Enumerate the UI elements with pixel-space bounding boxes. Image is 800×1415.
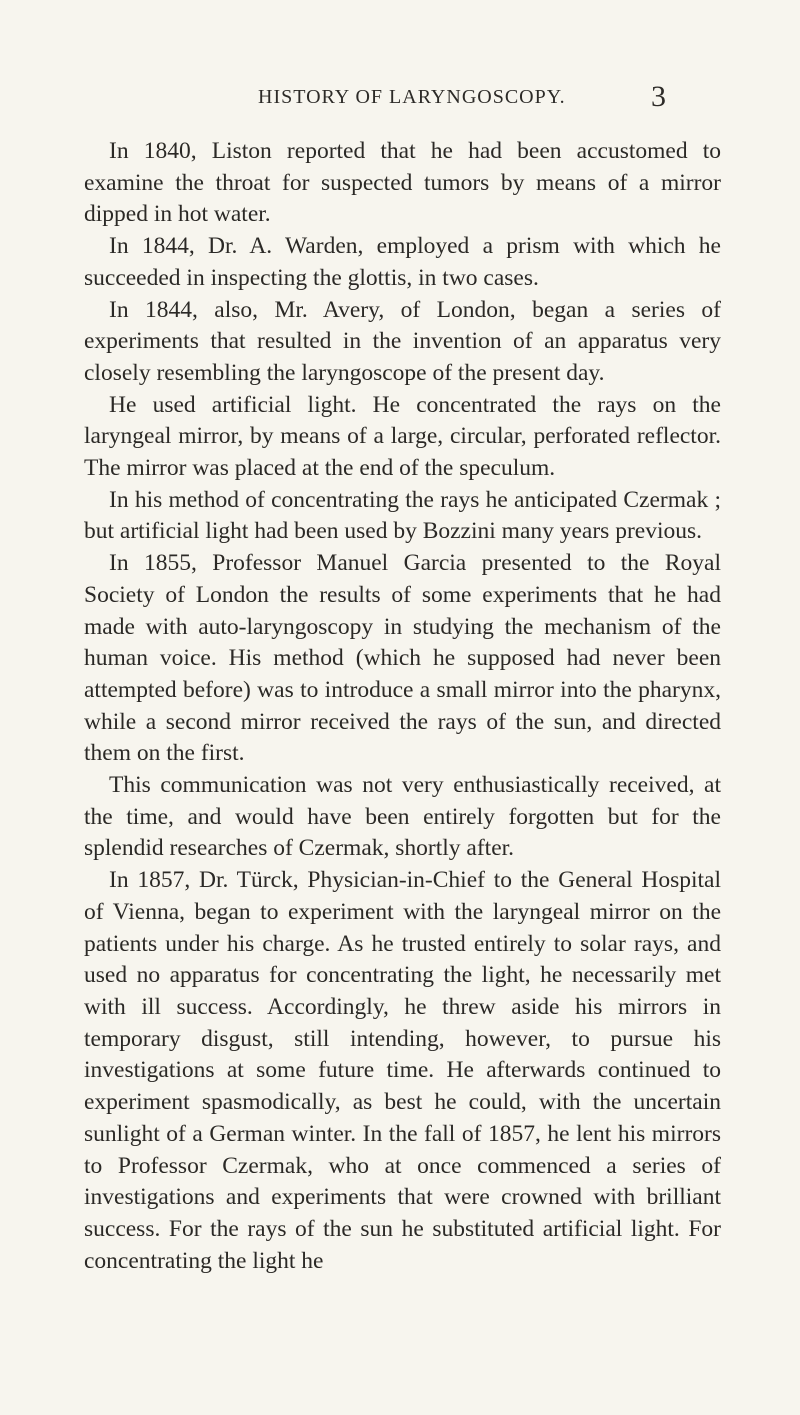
paragraph-warden: In 1844, Dr. A. Warden, employed a prism with which he succeeded in inspecting the glottis, in two cases. <box>84 233 721 291</box>
running-title: HISTORY OF LARYNGOSCOPY. <box>258 86 566 108</box>
body-text <box>84 136 721 1277</box>
paragraph-avery: In 1844, also, Mr. Avery, of London, began a series of experiments that resulted in the invention of an apparatus very closely resembling the laryngoscope of the present day. <box>84 296 721 386</box>
paragraph-artificial-light: He used artificial light. He concentrated the rays on the laryngeal mirror, by means of a large, circular, perforated reflector. The mirror was placed at the end of the speculum. <box>84 391 721 482</box>
paragraph-communication: This communication was not very enthusiastically received, at the time, and would have been entirely forgotten but for the splendid researches of Czermak, shortly after. <box>84 772 721 862</box>
page-number: 3 <box>651 80 666 113</box>
page-header <box>0 80 800 116</box>
paragraph-czermak-anticipated: In his method of concentrating the rays he anticipated Czermak ; but artificial light had been used by Bozzini many years previous. <box>84 486 721 545</box>
paragraph-turck: In 1857, Dr. Türck, Physician-in-Chief to the General Hospital of Vienna, began to experiment with the laryngeal mirror on the patients under his charge. As he trusted entirely to solar rays, and used no apparatus for concentrating the light, he necessarily met with ill success. Accordingly, he threw aside his mirrors in temporary disgust, still intending, however, to pursue his investigations at some future time. He afterwards continued to experiment spasmodically, as best he could, with the uncertain sunlight of a German winter. In the fall of 1857, he lent his mirrors to Professor Czermak, who at once commenced a series of investigations and experiments that were crowned with brilliant success. For the rays of the sun he substituted artificial light. For concentrating the light he <box>84 867 721 1274</box>
paragraph-liston: In 1840, Liston reported that he had been accustomed to examine the throat for suspected tumors by means of a mirror dipped in hot water. <box>84 138 721 228</box>
paragraph-garcia: In 1855, Professor Manuel Garcia presented to the Royal Society of London the results of some experiments that he had made with auto-laryngoscopy in studying the mechanism of the human voice. His method (which he supposed had never been attempted before) was to introduce a small mirror into the pharynx, while a second mirror received the rays of the sun, and directed them on the first. <box>84 550 721 767</box>
